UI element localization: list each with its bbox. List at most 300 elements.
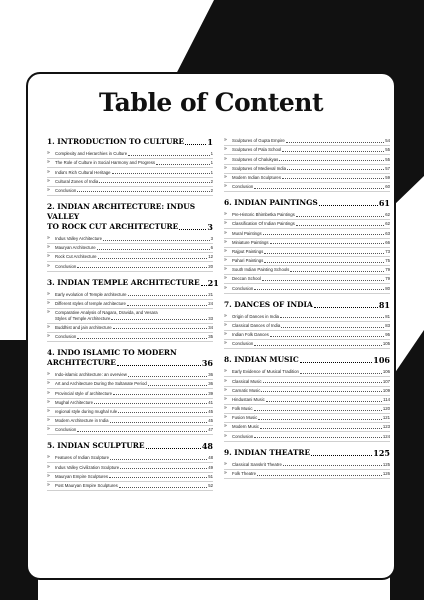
entry-page: 36: [208, 372, 213, 378]
toc-entry[interactable]: [224, 322, 390, 331]
entry-title: Fusion Music: [232, 415, 258, 421]
bullet-icon: »: [47, 407, 50, 414]
chapter-heading[interactable]: [47, 348, 213, 368]
dot-leader: [119, 487, 207, 488]
bullet-icon: »: [224, 321, 227, 328]
chapter-page: 81: [378, 299, 390, 310]
entry-page: 123: [382, 424, 390, 430]
bullet-icon: »: [224, 229, 227, 236]
dot-leader: [300, 373, 382, 374]
entry-title: Indian Folk Dances: [232, 332, 269, 338]
dot-leader: [179, 229, 206, 230]
entry-page: 57: [385, 165, 390, 171]
dot-leader: [290, 271, 384, 272]
bullet-icon: »: [224, 377, 227, 384]
entry-title: Deccan School: [232, 276, 261, 282]
dot-leader: [156, 164, 210, 165]
toc-left-column: [47, 137, 219, 491]
chapter-page: 21: [207, 277, 219, 288]
entry-page: 24: [208, 300, 213, 306]
toc-entry[interactable]: [47, 417, 213, 426]
dot-leader: [264, 253, 384, 254]
dot-leader: [148, 385, 207, 386]
toc-entry[interactable]: [47, 253, 213, 262]
toc-entry[interactable]: [47, 244, 213, 253]
entry-title: Mural Paintings: [232, 230, 262, 236]
entry-page: 79: [385, 267, 390, 273]
entry-title: The Role of Culture in Social Harmony and Progress: [55, 160, 156, 166]
entry-page: 33: [208, 315, 213, 321]
toc-entry[interactable]: [224, 368, 390, 377]
entry-page: 95: [385, 332, 390, 338]
entry-page: 45: [208, 418, 213, 424]
dot-leader: [109, 477, 207, 478]
entry-page: 73: [385, 248, 390, 254]
toc-entry[interactable]: [47, 187, 213, 196]
chapter-page: 106: [373, 355, 390, 366]
bullet-icon: »: [47, 186, 50, 193]
dot-leader: [260, 428, 382, 429]
entry-page: 47: [208, 427, 213, 433]
entry-title: Conclusion: [55, 427, 77, 433]
bullet-icon: »: [47, 481, 50, 488]
bullet-icon: »: [224, 368, 227, 375]
dot-leader: [117, 365, 201, 366]
chapter-page: 36: [201, 358, 213, 368]
entry-page: 51: [208, 473, 213, 479]
dot-leader: [94, 403, 207, 404]
dot-leader: [300, 362, 373, 363]
chapter-title-continued: TO ROCK CUT ARCHITECTURE: [47, 221, 179, 231]
bullet-icon: »: [224, 164, 227, 171]
toc-entry[interactable]: [47, 300, 213, 309]
entry-page: 20: [208, 263, 213, 269]
entry-line2: [47, 316, 213, 322]
chapter-page: 3: [207, 221, 213, 232]
bullet-icon: »: [47, 454, 50, 461]
dot-leader: [99, 182, 209, 183]
dot-leader: [254, 410, 382, 411]
entry-title: Conclusion: [55, 187, 77, 193]
entry-page: 62: [385, 221, 390, 227]
toc-entry[interactable]: [224, 183, 390, 192]
entry-title: Rajput Paintings: [232, 248, 264, 254]
toc-entry[interactable]: [224, 146, 390, 155]
toc-entry[interactable]: [224, 396, 390, 405]
dot-leader: [282, 151, 384, 152]
entry-title: Pahari Paintings: [232, 258, 264, 264]
dot-leader: [111, 319, 207, 320]
entry-page: 36: [208, 381, 213, 387]
bullet-icon: »: [224, 284, 227, 291]
bullet-icon: »: [47, 333, 50, 340]
entry-page: 107: [382, 378, 390, 384]
bullet-icon: »: [224, 312, 227, 319]
entry-title: Mughal Architecture: [55, 399, 93, 405]
dot-leader: [113, 394, 207, 395]
dot-leader: [281, 327, 384, 328]
bullet-icon: »: [224, 238, 227, 245]
bullet-icon: »: [47, 299, 50, 306]
toc-entry[interactable]: [224, 387, 390, 396]
bullet-icon: »: [224, 405, 227, 412]
entry-page: 1: [210, 169, 213, 175]
entry-page: 105: [382, 341, 390, 347]
entry-page: 63: [385, 230, 390, 236]
entry-page: 121: [382, 415, 390, 421]
bullet-icon: »: [224, 173, 227, 180]
toc-entry[interactable]: [47, 389, 213, 398]
entry-title: Different styles of temple architecture: [55, 300, 126, 306]
entry-title: Conclusion: [232, 433, 254, 439]
toc-entry[interactable]: [47, 473, 213, 482]
chapter-heading[interactable]: [224, 300, 390, 310]
bullet-icon: »: [224, 146, 227, 153]
toc-entry[interactable]: [224, 220, 390, 229]
page-title: Table of Content: [98, 88, 324, 117]
bullet-icon: »: [47, 290, 50, 297]
bullet-icon: »: [224, 247, 227, 254]
dot-leader: [270, 336, 384, 337]
entry-title: Conclusion: [55, 263, 77, 269]
dot-leader: [279, 160, 384, 161]
bullet-icon: »: [224, 386, 227, 393]
entry-page: 62: [385, 212, 390, 218]
entry-title: Early Evidence of Musical Tradition: [232, 369, 299, 375]
entry-page: 120: [382, 406, 390, 412]
chapter-page: 61: [378, 198, 390, 209]
toc-entry[interactable]: [224, 284, 390, 293]
entry-page: 81: [385, 313, 390, 319]
entry-title: Conclusion: [232, 184, 254, 190]
dot-leader: [283, 465, 382, 466]
toc-entry[interactable]: [224, 461, 390, 470]
dot-leader: [113, 328, 208, 329]
bullet-icon: »: [47, 159, 50, 166]
entry-title: Sculptures of Pala School: [232, 147, 282, 153]
toc-entry[interactable]: [224, 229, 390, 238]
entry-page: 6: [210, 245, 213, 251]
entry-page: 2: [210, 178, 213, 184]
entry-title: Modern Indian Sculptures: [232, 174, 281, 180]
bullet-icon: »: [47, 417, 50, 424]
dot-leader: [258, 419, 382, 420]
toc-entry[interactable]: [47, 324, 213, 333]
entry-title: Classical Dances of India: [232, 322, 281, 328]
chapter-title-line2: [47, 358, 213, 368]
dot-leader: [120, 468, 207, 469]
entry-page: 59: [385, 174, 390, 180]
toc-entry[interactable]: [224, 155, 390, 164]
entry-title: Classification Of Indian Paintings: [232, 221, 295, 227]
toc-entry[interactable]: [224, 331, 390, 340]
toc-entry[interactable]: [47, 309, 213, 324]
entry-title: Indus Valley Civilization Sculpture: [55, 464, 120, 470]
toc-entry[interactable]: [224, 257, 390, 266]
chapter-heading[interactable]: [224, 355, 390, 365]
dot-leader: [257, 475, 382, 476]
bullet-icon: »: [224, 340, 227, 347]
toc-entry[interactable]: [224, 313, 390, 322]
entry-page: 125: [382, 461, 390, 467]
bullet-icon: »: [224, 470, 227, 476]
bullet-icon: »: [47, 426, 50, 433]
chapter-title: 6. INDIAN PAINTINGS: [224, 198, 318, 208]
bullet-icon: »: [47, 463, 50, 470]
entry-title: Provincial style of architecture: [55, 390, 113, 396]
entry-title: Comparative Analysis of Nagara, Dravida, and Vesara: [55, 310, 158, 316]
entry-page: 2: [210, 187, 213, 193]
bullet-icon: »: [224, 423, 227, 430]
entry-title: Sculptures of Chalukyas: [232, 156, 279, 162]
bullet-icon: »: [47, 398, 50, 405]
entry-title: Folk Theatre: [232, 471, 257, 476]
dot-leader: [110, 459, 207, 460]
entry-page: 48: [208, 455, 213, 461]
entry-page: 80: [385, 285, 390, 291]
chapter-heading[interactable]: [224, 198, 390, 208]
entry-page: 114: [383, 396, 390, 402]
toc-entry[interactable]: [47, 178, 213, 187]
dot-leader: [311, 455, 372, 456]
bullet-icon: »: [224, 395, 227, 402]
entry-title: Classical Sanskrit Theatre: [232, 461, 282, 467]
dot-leader: [266, 401, 382, 402]
entry-page: 55: [385, 147, 390, 153]
dot-leader: [254, 437, 382, 438]
toc-entry[interactable]: [47, 408, 213, 417]
dot-leader: [128, 376, 207, 377]
entry-title: Rock Cut Architecture: [55, 254, 97, 260]
dot-leader: [128, 155, 209, 156]
bullet-icon: »: [224, 137, 227, 144]
bullet-icon: »: [47, 309, 50, 316]
chapter-title: 1. INTRODUCTION TO CULTURE: [47, 137, 185, 146]
entry-page: 39: [208, 390, 213, 396]
entry-title: Conclusion: [232, 285, 254, 291]
dot-leader: [254, 345, 382, 346]
dot-leader: [103, 240, 210, 241]
entry-page: 35: [208, 334, 213, 340]
entry-title: Art and Architecture During the Sultanate Period: [55, 381, 147, 387]
entry-title: Folk Music: [232, 406, 253, 412]
toc-entry[interactable]: [224, 423, 390, 432]
dot-leader: [280, 317, 384, 318]
toc-entry[interactable]: [224, 239, 390, 248]
dot-leader: [185, 144, 206, 145]
toc-entry[interactable]: [224, 414, 390, 423]
toc-entry[interactable]: [47, 482, 213, 491]
dot-leader: [128, 295, 208, 296]
chapter-page: 48: [201, 441, 213, 452]
toc-entry[interactable]: [47, 235, 213, 244]
bullet-icon: »: [224, 432, 227, 439]
toc-entry[interactable]: [224, 405, 390, 414]
bullet-icon: »: [224, 211, 227, 218]
chapter-title-continued: ARCHITECTURE: [47, 358, 116, 367]
toc-entry[interactable]: [224, 211, 390, 220]
bullet-icon: »: [47, 253, 50, 260]
dot-leader: [254, 289, 384, 290]
bullet-icon: »: [224, 220, 227, 227]
entry-title: Origin of Dances in India: [232, 313, 280, 319]
chapter-title: 3. INDIAN TEMPLE ARCHITECTURE: [47, 277, 200, 287]
entry-title: Indus Valley Architecture: [55, 236, 102, 242]
dot-leader: [282, 178, 384, 179]
toc-entry[interactable]: [47, 150, 213, 159]
dot-leader: [146, 448, 201, 449]
entry-title: Complexity and Hierarchies in Culture: [55, 151, 128, 157]
bullet-icon: »: [224, 155, 227, 162]
toc-right-column: [224, 137, 390, 479]
entry-title: Modern Architecture in India: [55, 418, 109, 424]
bullet-icon: »: [47, 380, 50, 387]
toc-entry[interactable]: [47, 262, 213, 271]
toc-entry[interactable]: [47, 333, 213, 342]
entry-title: Features of Indian Sculpture: [55, 455, 109, 461]
dot-leader: [286, 142, 384, 143]
entry-title: Buddhist and jain architecture: [55, 324, 112, 330]
toc-entry[interactable]: [47, 159, 213, 168]
dot-leader: [296, 225, 384, 226]
dot-leader: [270, 243, 385, 244]
entry-page: 66: [385, 239, 390, 245]
entry-page: 45: [208, 408, 213, 414]
toc-entry[interactable]: [47, 454, 213, 463]
bullet-icon: »: [224, 275, 227, 282]
chapter-title: 9. INDIAN THEATRE: [224, 447, 311, 457]
entry-title: Mauryan Empire Sculptures: [55, 473, 109, 479]
entry-page: 52: [208, 482, 213, 488]
bullet-icon: »: [47, 244, 50, 251]
toc-entry[interactable]: [47, 371, 213, 380]
dot-leader: [296, 216, 384, 217]
bullet-icon: »: [47, 389, 50, 396]
entry-page: 12: [208, 254, 213, 260]
entry-page: 124: [382, 433, 390, 439]
entry-page: 49: [208, 464, 213, 470]
dot-leader: [77, 338, 207, 339]
toc-entry[interactable]: [224, 137, 390, 146]
chapter-heading[interactable]: [47, 202, 213, 232]
toc-entry[interactable]: [47, 380, 213, 389]
dot-leader: [97, 249, 210, 250]
chapter-title: 2. INDIAN ARCHITECTURE: INDUS VALLEY: [47, 201, 196, 221]
chapter-heading[interactable]: [47, 137, 213, 147]
entry-title: Early evolution of Temple architecture: [55, 291, 127, 297]
entry-title-continued: Styles of Temple Architecture: [55, 315, 111, 321]
bullet-icon: »: [47, 371, 50, 378]
toc-entry[interactable]: [224, 165, 390, 174]
entry-title: Carnatic Music: [232, 387, 261, 393]
chapter-title: 8. INDIAN MUSIC: [224, 355, 299, 365]
bullet-icon: »: [224, 183, 227, 190]
dot-leader: [263, 234, 385, 235]
dot-leader: [264, 262, 384, 263]
entry-page: 55: [385, 156, 390, 162]
chapter-heading[interactable]: [224, 448, 390, 458]
entry-page: 54: [385, 138, 390, 144]
entry-title: Pre-Historic Bhimbetka Paintings: [232, 212, 295, 218]
toc-entry[interactable]: [224, 174, 390, 183]
toc-card: [26, 72, 396, 580]
bullet-icon: »: [224, 331, 227, 338]
toc-entry[interactable]: [224, 248, 390, 257]
dot-leader: [254, 188, 384, 189]
entry-title: Post Mauryan Empire Sculptures: [55, 482, 118, 488]
entry-page: 79: [385, 276, 390, 282]
bullet-icon: »: [47, 472, 50, 479]
chapter-title-line2: [47, 222, 213, 232]
entry-page: 106: [382, 369, 390, 375]
toc-entry[interactable]: [224, 432, 390, 441]
entry-title: regional style during mughal rule: [55, 408, 118, 414]
entry-page: 41: [208, 399, 213, 405]
toc-entry[interactable]: [224, 275, 390, 284]
toc-entry[interactable]: [47, 291, 213, 300]
entry-title: Indo-islamic architecture: an overview: [55, 372, 127, 378]
entry-page: 1: [210, 151, 213, 157]
bullet-icon: »: [47, 262, 50, 269]
entry-page: 34: [208, 324, 213, 330]
toc-entry[interactable]: [47, 399, 213, 408]
bullet-icon: »: [224, 257, 227, 264]
toc-entry[interactable]: [47, 168, 213, 177]
entry-title: South Indian Painting Schools: [232, 267, 290, 273]
entry-title: India's Rich Cultural Heritage: [55, 169, 111, 175]
toc-entry[interactable]: [47, 426, 213, 435]
chapter-heading[interactable]: [47, 441, 213, 451]
dot-leader: [201, 285, 207, 286]
entry-page: 21: [208, 291, 213, 297]
entry-page: 109: [382, 387, 390, 393]
dot-leader: [263, 382, 382, 383]
bullet-icon: »: [47, 323, 50, 330]
entry-title: Hindustani Music: [232, 396, 265, 402]
dot-leader: [261, 391, 381, 392]
bullet-icon: »: [224, 414, 227, 421]
entry-title: Sculptures of Gupta Empire: [232, 138, 285, 144]
toc-entry[interactable]: [224, 377, 390, 386]
entry-title: Miniature Paintings: [232, 239, 269, 245]
chapter-page: 1: [207, 137, 213, 147]
toc-entry[interactable]: [224, 470, 390, 479]
bullet-icon: »: [224, 266, 227, 273]
bullet-icon: »: [47, 235, 50, 242]
dot-leader: [77, 267, 207, 268]
dot-leader: [77, 431, 207, 432]
chapter-heading[interactable]: [47, 277, 219, 288]
entry-title: Cultural Zones of India: [55, 178, 99, 184]
toc-entry[interactable]: [47, 463, 213, 472]
entry-title: Mauryan Architecture: [55, 245, 96, 251]
bullet-icon: »: [47, 168, 50, 175]
bullet-icon: »: [47, 177, 50, 184]
dot-leader: [314, 307, 378, 308]
entry-page: 3: [210, 236, 213, 242]
dot-leader: [110, 422, 208, 423]
entry-page: 126: [382, 471, 390, 476]
chapter-title: 4. INDO ISLAMIC TO MODERN: [47, 348, 177, 357]
entry-page: 1: [210, 160, 213, 166]
toc-entry[interactable]: [224, 340, 390, 349]
toc-entry[interactable]: [224, 266, 390, 275]
dot-leader: [98, 258, 208, 259]
entry-title: Conclusion: [232, 341, 254, 347]
entry-page: 83: [385, 322, 390, 328]
dot-leader: [112, 173, 210, 174]
chapter-title: 5. INDIAN SCULPTURE: [47, 441, 145, 451]
